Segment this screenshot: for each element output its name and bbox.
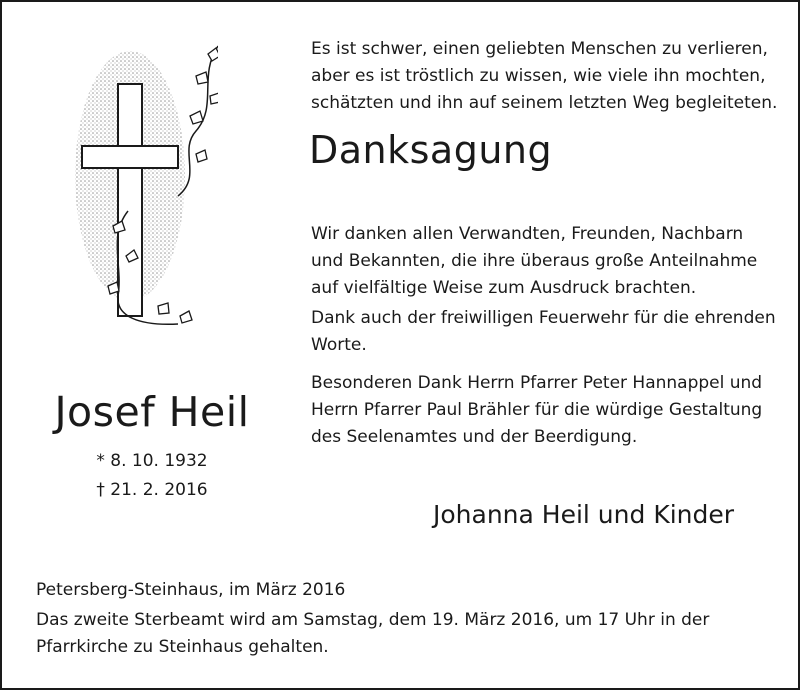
paragraph-line: Dank auch der freiwilligen Feuerwehr für die ehrenden	[311, 308, 776, 328]
thanks-paragraph	[311, 221, 781, 302]
intro-line: Es ist schwer, einen geliebten Menschen zu verlieren,	[311, 39, 768, 59]
intro-line: schätzten und ihn auf seinem letzten Weg begleiteten.	[311, 93, 778, 113]
service-line: Pfarrkirche zu Steinhaus gehalten.	[36, 637, 329, 657]
place-date: Petersberg-Steinhaus, im März 2016	[36, 580, 346, 600]
intro-text	[311, 36, 781, 117]
paragraph-line: Wir danken allen Verwandten, Freunden, Nachbarn	[311, 224, 744, 244]
paragraph-line: Herrn Pfarrer Paul Brähler für die würdige Gestaltung	[311, 400, 763, 420]
family-signature: Johanna Heil und Kinder	[433, 500, 735, 529]
cross-with-ivy-icon	[68, 36, 218, 341]
birth-date: * 8. 10. 1932	[96, 451, 208, 471]
paragraph-line: und Bekannten, die ihre überaus große Anteilnahme	[311, 251, 758, 271]
intro-line: aber es ist tröstlich zu wissen, wie viele ihn mochten,	[311, 66, 766, 86]
death-date: † 21. 2. 2016	[96, 480, 208, 500]
deceased-name: Josef Heil	[54, 388, 250, 436]
pastor-paragraph	[311, 370, 781, 451]
service-line: Das zweite Sterbeamt wird am Samstag, dem 19. März 2016, um 17 Uhr in der	[36, 610, 710, 630]
paragraph-line: auf vielfältige Weise zum Ausdruck brachten.	[311, 278, 697, 298]
fire-brigade-paragraph	[311, 305, 781, 359]
page-title: Danksagung	[309, 128, 553, 172]
paragraph-line: Besonderen Dank Herrn Pfarrer Peter Hannappel und	[311, 373, 763, 393]
service-announcement	[36, 607, 776, 661]
paragraph-line: des Seelenamtes und der Beerdigung.	[311, 427, 638, 447]
paragraph-line: Worte.	[311, 335, 367, 355]
